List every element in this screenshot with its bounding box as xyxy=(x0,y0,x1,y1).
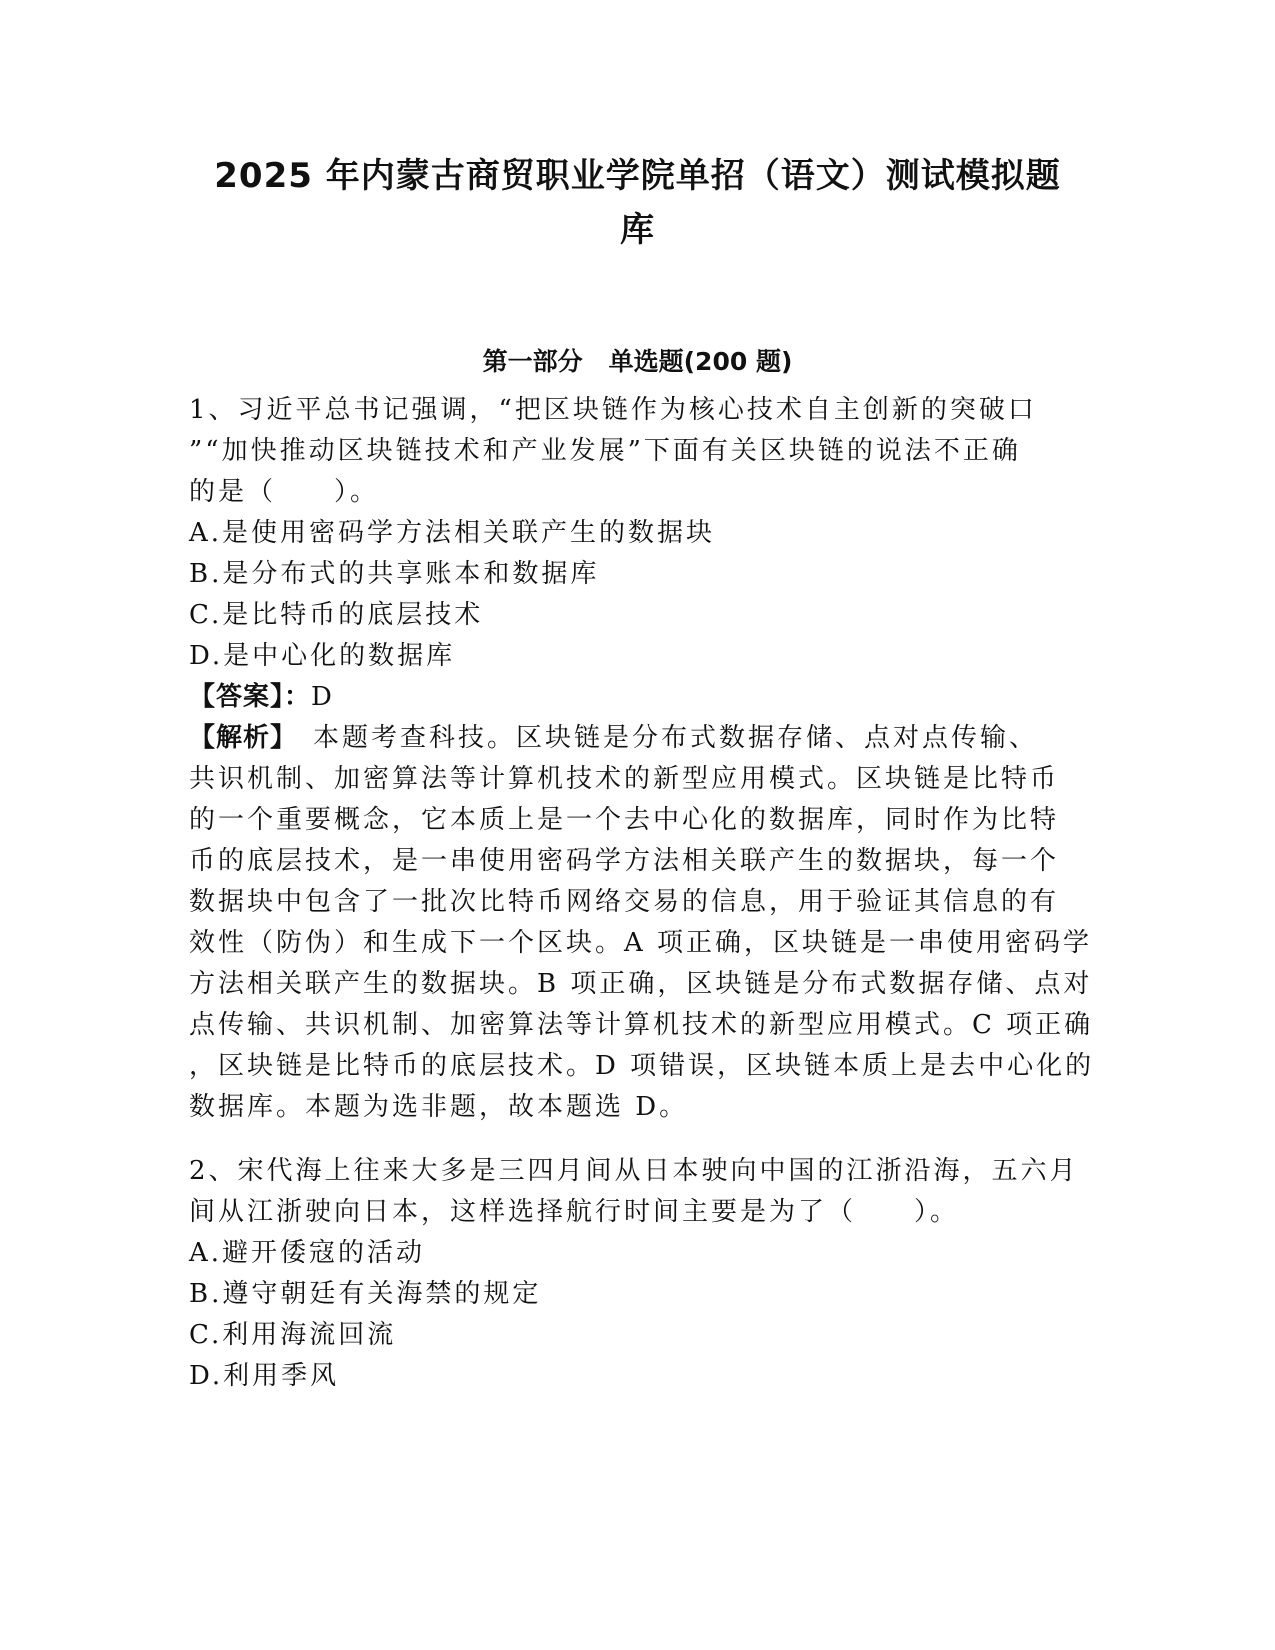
q1-answer-value: D xyxy=(311,682,335,712)
q1-answer-row xyxy=(189,679,1089,715)
q1-option-a: A.是使用密码学方法相关联产生的数据块 xyxy=(189,518,716,548)
q1-analysis-line-6: 效性（防伪）和生成下一个区块。A 项正确，区块链是一串使用密码学 xyxy=(189,928,1093,958)
q2-option-a: A.避开倭寇的活动 xyxy=(189,1238,426,1268)
q1-analysis-line-2: 共识机制、加密算法等计算机技术的新型应用模式。区块链是比特币 xyxy=(189,764,1060,794)
q1-stem-line-3: 的是（ ）。 xyxy=(189,477,380,507)
title-line-2: 库 xyxy=(620,210,655,250)
q1-analysis-line-8: 点传输、共识机制、加密算法等计算机技术的新型应用模式。C 项正确 xyxy=(189,1010,1094,1040)
q1-option-b: B.是分布式的共享账本和数据库 xyxy=(189,559,600,589)
q1-analysis-line-1 xyxy=(189,720,1089,756)
q2-option-d: D.利用季风 xyxy=(189,1361,340,1391)
q2-option-c: C.利用海流回流 xyxy=(189,1320,397,1350)
q1-analysis-line-4: 币的底层技术，是一串使用密码学方法相关联产生的数据块，每一个 xyxy=(189,846,1060,876)
q2-stem-line-2: 间从江浙驶向日本，这样选择航行时间主要是为了（ ）。 xyxy=(189,1197,960,1227)
q2-option-b: B.遵守朝廷有关海禁的规定 xyxy=(189,1279,542,1309)
q1-analysis-line-3: 的一个重要概念，它本质上是一个去中心化的数据库，同时作为比特 xyxy=(189,805,1060,835)
q1-analysis-line-9: ，区块链是比特币的底层技术。D 项错误，区块链本质上是去中心化的 xyxy=(189,1051,1095,1081)
q1-analysis-label: 【解析】 xyxy=(189,723,285,753)
q1-option-c: C.是比特币的底层技术 xyxy=(189,600,484,630)
q1-analysis-line-5: 数据块中包含了一批次比特币网络交易的信息，用于验证其信息的有 xyxy=(189,887,1060,917)
q1-analysis-text-1: 本题考查科技。区块链是分布式数据存储、点对点传输、 xyxy=(284,723,1039,753)
section-name: 单选题(200 题) xyxy=(608,347,793,376)
q2-stem-line-1: 2、宋代海上往来大多是三四月间从日本驶向中国的江浙沿海，五六月 xyxy=(189,1156,1079,1186)
q1-analysis-line-7: 方法相关联产生的数据块。B 项正确，区块链是分布式数据存储、点对 xyxy=(189,969,1093,999)
section-part: 第一部分 xyxy=(482,347,583,376)
q1-stem-line-1: 1、习近平总书记强调，“把区块链作为核心技术自主创新的突破口 xyxy=(189,395,1037,425)
q1-answer-label: 【答案】： xyxy=(189,682,312,712)
q1-analysis-line-10: 数据库。本题为选非题，故本题选 D。 xyxy=(189,1092,689,1122)
q1-option-d: D.是中心化的数据库 xyxy=(189,641,456,671)
section-heading xyxy=(150,344,1125,380)
q1-stem-line-2: ”“加快推动区块链技术和产业发展”下面有关区块链的说法不正确 xyxy=(189,436,1021,466)
title-line-1: 2025 年内蒙古商贸职业学院单招（语文）测试模拟题 xyxy=(214,156,1061,196)
